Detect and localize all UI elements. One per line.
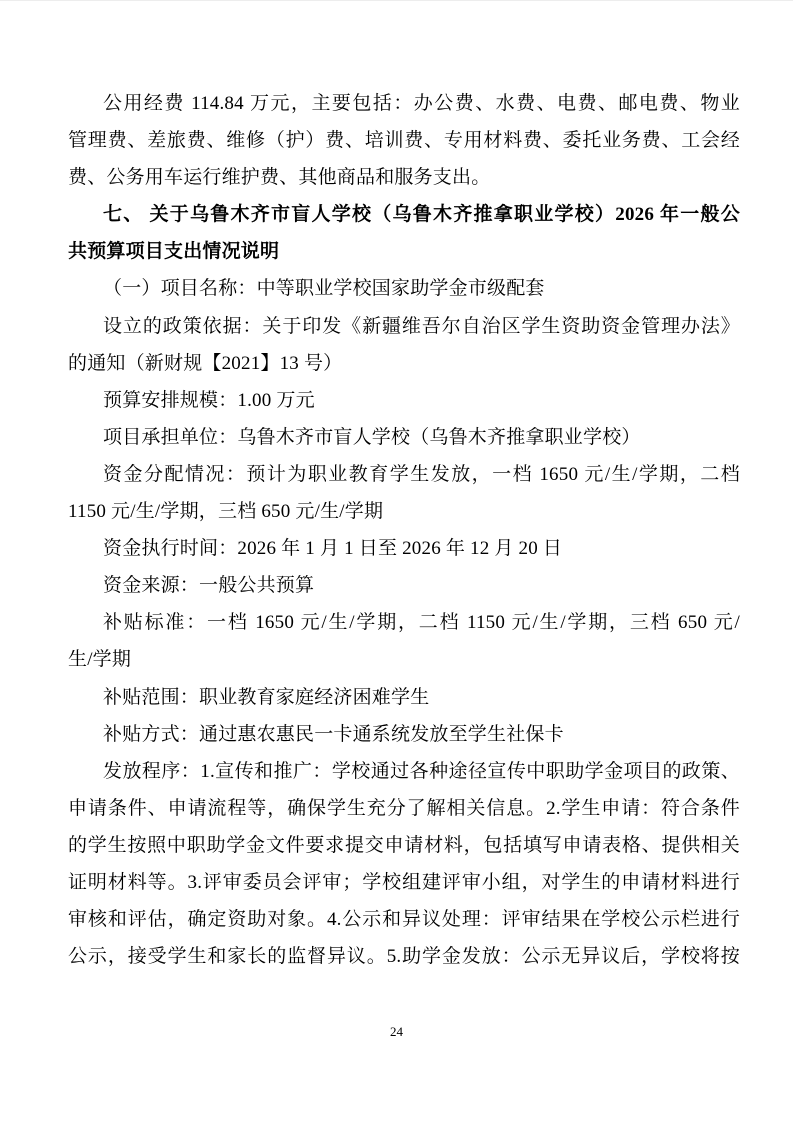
paragraph-line: 补贴标准：一档 1650 元/生/学期，二档 1150 元/生/学期，三档 650 元/ [103, 612, 740, 634]
paragraph-line: 生/学期 [68, 649, 132, 671]
document-body [68, 85, 740, 975]
paragraph-line: 资金执行时间：2026 年 1 月 1 日至 2026 年 12 月 20 日 [103, 538, 563, 560]
page-number: 24 [390, 1024, 403, 1039]
paragraph-line: 项目承担单位：乌鲁木齐市盲人学校（乌鲁木齐推拿职业学校） [103, 426, 641, 448]
paragraph-line: 证明材料等。3.评审委员会评审；学校组建评审小组，对学生的申请材料进行 [68, 871, 740, 893]
paragraph-line: （一）项目名称：中等职业学校国家助学金市级配套 [103, 278, 545, 300]
paragraph-line: 发放程序：1.宣传和推广：学校通过各种途径宣传中职助学金项目的政策、 [103, 760, 740, 782]
paragraph-line: 管理费、差旅费、维修（护）费、培训费、专用材料费、委托业务费、工会经 [68, 130, 740, 152]
paragraph-line: 补贴范围：职业教育家庭经济困难学生 [103, 686, 430, 708]
paragraph-line: 公示，接受学生和家长的监督异议。5.助学金发放：公示无异议后，学校将按 [68, 946, 740, 968]
paragraph-line: 的通知（新财规【2021】13 号） [68, 352, 343, 374]
paragraph-line: 申请条件、申请流程等，确保学生充分了解相关信息。2.学生申请：符合条件 [68, 797, 740, 819]
paragraph-line: 设立的政策依据：关于印发《新疆维吾尔自治区学生资助资金管理办法》 [103, 315, 740, 337]
paragraph-line: 资金来源：一般公共预算 [103, 575, 315, 597]
paragraph-line: 补贴方式：通过惠农惠民一卡通系统发放至学生社保卡 [103, 723, 564, 745]
paragraph-line: 资金分配情况：预计为职业教育学生发放，一档 1650 元/生/学期，二档 [103, 463, 740, 485]
paragraph-line: 1150 元/生/学期，三档 650 元/生/学期 [68, 501, 384, 523]
paragraph-line: 公用经费 114.84 万元，主要包括：办公费、水费、电费、邮电费、物业 [103, 93, 740, 114]
paragraph-line: 的学生按照中职助学金文件要求提交申请材料，包括填写申请表格、提供相关 [68, 834, 740, 856]
paragraph-line: 费、公务用车运行维护费、其他商品和服务支出。 [68, 167, 491, 189]
section-heading-line: 共预算项目支出情况说明 [68, 241, 280, 263]
section-heading-line: 七、 关于乌鲁木齐市盲人学校（乌鲁木齐推拿职业学校）2026 年一般公 [103, 204, 740, 226]
paragraph-line: 审核和评估，确定资助对象。4.公示和异议处理：评审结果在学校公示栏进行 [68, 909, 740, 931]
paragraph-line: 预算安排规模：1.00 万元 [103, 389, 315, 411]
